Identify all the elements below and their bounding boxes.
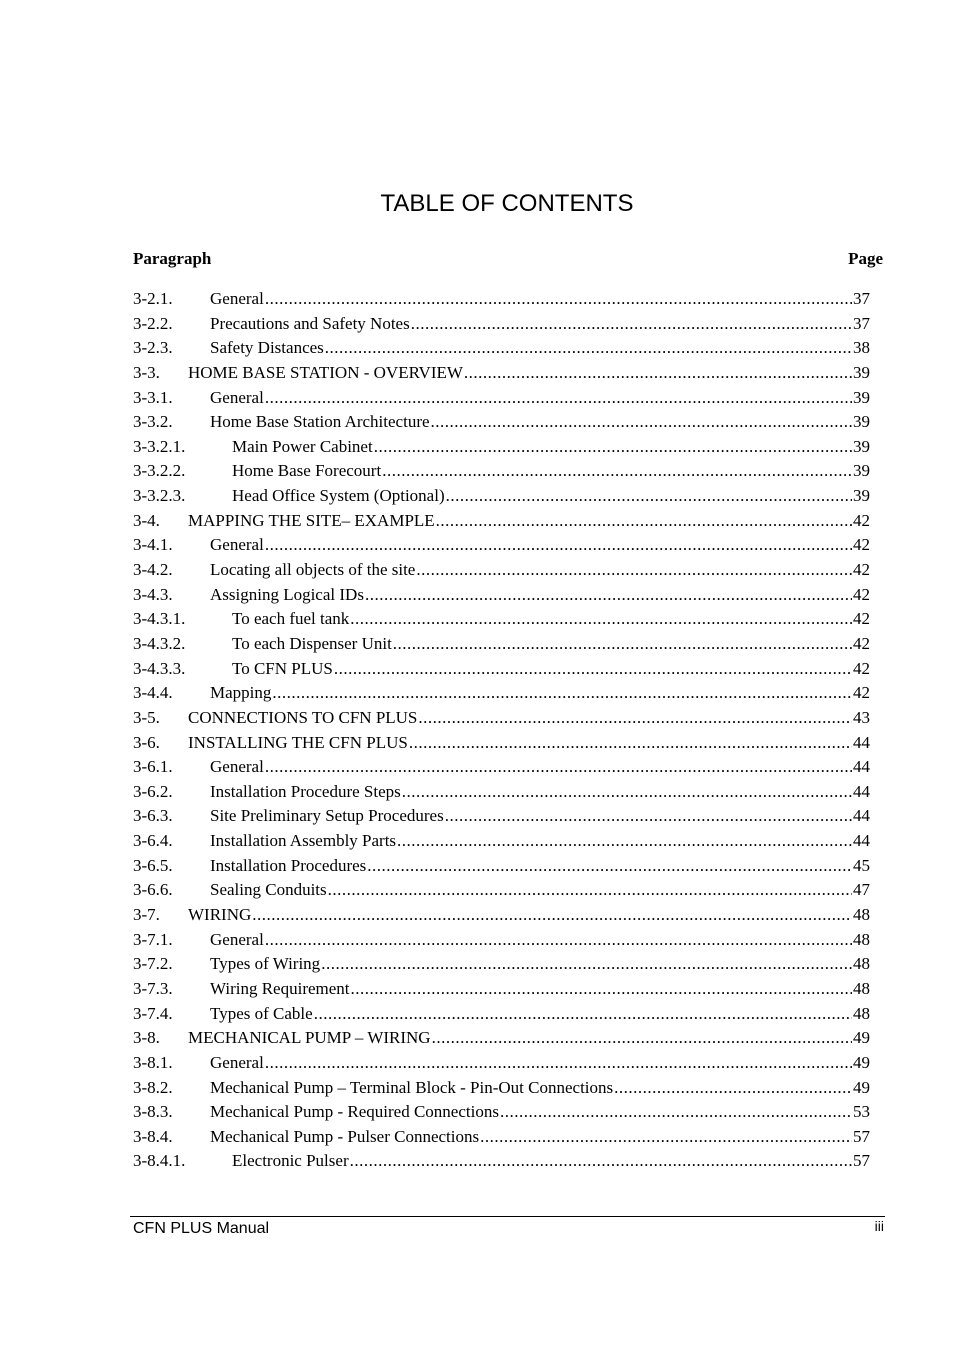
toc-list [133,287,870,1174]
toc-entry-number: 3-6.1. [133,757,173,777]
toc-dot-leader [265,928,852,953]
toc-entry-page: 57 [853,1151,870,1171]
toc-entry-number: 3-3.2.2. [133,461,186,481]
toc-entry-number: 3-6. [133,732,160,752]
page-column-header: Page [848,249,883,268]
toc-entry-body [210,681,870,706]
toc-dot-leader [328,878,852,903]
toc-entry-body [188,731,870,756]
toc-dot-leader [464,361,852,386]
toc-entry-body [188,1026,870,1051]
toc-entry-body [232,459,870,484]
toc-entry-page: 37 [853,313,870,333]
toc-entry-number: 3-3.2. [133,412,173,432]
toc-entry-number: 3-6.3. [133,806,173,826]
toc-dot-leader [445,804,852,829]
footer-manual-name: CFN PLUS Manual [133,1220,270,1237]
toc-entry[interactable] [133,1026,870,1051]
toc-dot-leader [325,336,852,361]
toc-entry-page: 39 [853,461,870,481]
toc-dot-leader [397,829,852,854]
toc-entry-label: INSTALLING THE CFN PLUS [188,732,408,752]
toc-entry-page: 57 [853,1126,870,1146]
toc-entry[interactable] [133,977,870,1002]
toc-dot-leader [334,657,852,682]
toc-dot-leader [374,435,852,460]
toc-entry-label: General [210,757,264,777]
toc-entry-number: 3-3. [133,362,160,382]
toc-entry-body [210,1125,870,1150]
toc-entry-number: 3-2.3. [133,338,173,358]
toc-dot-leader [265,533,852,558]
toc-entry-label: Home Base Forecourt [232,461,382,481]
toc-entry-label: HOME BASE STATION - OVERVIEW [188,362,463,382]
toc-dot-leader [321,952,852,977]
toc-entry-page: 37 [853,289,870,308]
toc-entry-label: Installation Procedure Steps [210,781,401,801]
toc-dot-leader [393,632,852,657]
toc-entry[interactable] [133,928,870,953]
toc-dot-leader [446,484,852,509]
toc-dot-leader [367,854,852,879]
toc-entry-number: 3-7. [133,905,160,925]
toc-entry-number: 3-4.3. [133,584,173,604]
toc-entry-label: Installation Procedures [210,855,367,875]
toc-entry-number: 3-4.4. [133,683,173,703]
toc-entry-body [210,410,870,435]
toc-entry[interactable] [133,903,870,928]
toc-entry[interactable] [133,484,870,509]
toc-entry-number: 3-4.3.3. [133,658,186,678]
toc-entry-label: Precautions and Safety Notes [210,313,410,333]
toc-entry-page: 39 [853,387,870,407]
toc-dot-leader [350,1149,852,1174]
toc-entry-body [210,928,870,953]
toc-dot-leader [265,755,852,780]
toc-entry-body [232,607,870,632]
toc-entry[interactable] [133,829,870,854]
toc-entry-page: 49 [853,1077,870,1097]
toc-entry-page: 44 [853,831,870,851]
toc-dot-leader [480,1125,852,1150]
toc-entry[interactable] [133,731,870,756]
toc-entry-body [210,558,870,583]
toc-entry[interactable] [133,632,870,657]
toc-dot-leader [252,903,852,928]
toc-entry-number: 3-8.4. [133,1126,173,1146]
toc-entry-body [210,336,870,361]
toc-entry-page: 42 [853,510,870,530]
toc-entry-label: Safety Distances [210,338,324,358]
toc-entry-page: 48 [853,929,870,949]
toc-entry-label: General [210,535,264,555]
toc-entry-number: 3-7.3. [133,978,173,998]
toc-dot-leader [265,1051,852,1076]
toc-entry-label: To each Dispenser Unit [232,633,392,653]
toc-entry[interactable] [133,1125,870,1150]
toc-entry[interactable] [133,804,870,829]
toc-entry-number: 3-6.4. [133,831,173,851]
toc-entry[interactable] [133,607,870,632]
toc-entry-page: 42 [853,609,870,629]
toc-entry-body [210,533,870,558]
toc-entry-page: 44 [853,732,870,752]
footer-divider [130,1216,885,1217]
toc-entry-label: Assigning Logical IDs [210,584,364,604]
toc-entry[interactable] [133,336,870,361]
toc-entry[interactable] [133,459,870,484]
toc-dot-leader [418,706,852,731]
toc-entry-page: 43 [853,707,870,727]
toc-entry-body [210,804,870,829]
toc-entry-page: 39 [853,436,870,456]
toc-entry[interactable] [133,878,870,903]
toc-entry-body [210,312,870,337]
toc-entry-page: 42 [853,633,870,653]
toc-entry[interactable] [133,435,870,460]
toc-entry-number: 3-5. [133,707,160,727]
toc-entry-label: Electronic Pulser [232,1151,349,1171]
toc-entry-label: Mapping [210,683,272,703]
toc-entry-body [210,1051,870,1076]
toc-entry-number: 3-6.6. [133,880,173,900]
toc-entry-label: General [210,929,264,949]
toc-entry[interactable] [133,410,870,435]
toc-entry-page: 49 [853,1052,870,1072]
toc-entry-body [188,509,870,534]
toc-dot-leader [265,287,852,312]
toc-entry[interactable] [133,1100,870,1125]
toc-entry-number: 3-3.1. [133,387,173,407]
toc-entry-label: To each fuel tank [232,609,350,629]
toc-entry-label: Sealing Conduits [210,880,327,900]
toc-entry-label: Wiring Requirement [210,978,350,998]
toc-entry-label: MECHANICAL PUMP – WIRING [188,1028,431,1048]
toc-entry-number: 3-3.2.1. [133,436,186,456]
toc-dot-leader [350,607,852,632]
toc-entry-body [210,952,870,977]
toc-entry-label: CONNECTIONS TO CFN PLUS [188,707,418,727]
toc-entry-label: Mechanical Pump - Required Connections [210,1102,499,1122]
toc-entry-number: 3-2.2. [133,313,173,333]
toc-entry-body [232,632,870,657]
toc-entry-number: 3-4.3.2. [133,633,186,653]
toc-entry[interactable] [133,361,870,386]
toc-entry-page: 45 [853,855,870,875]
toc-entry-number: 3-8.1. [133,1052,173,1072]
toc-entry-page: 38 [853,338,870,358]
toc-entry-body [188,706,870,731]
toc-entry-label: Mechanical Pump - Pulser Connections [210,1126,480,1146]
toc-entry[interactable] [133,1051,870,1076]
toc-entry-page: 47 [853,880,870,900]
page-title: TABLE OF CONTENTS [380,190,634,217]
toc-entry-page: 49 [853,1028,870,1048]
toc-entry-page: 42 [853,560,870,580]
toc-entry-page: 42 [853,683,870,703]
toc-entry-number: 3-4. [133,510,160,530]
toc-entry-label: Installation Assembly Parts [210,831,397,851]
toc-entry-number: 3-7.4. [133,1003,173,1023]
toc-entry-body [232,435,870,460]
toc-entry-body [188,903,870,928]
toc-entry-body [210,287,870,312]
toc-entry-number: 3-4.3.1. [133,609,186,629]
toc-entry[interactable] [133,287,870,312]
toc-dot-leader [500,1100,852,1125]
toc-entry-label: Mechanical Pump – Terminal Block - Pin-Out Connections [210,1077,614,1097]
toc-entry[interactable] [133,1076,870,1101]
toc-entry-body [232,1149,870,1174]
toc-entry-page: 48 [853,954,870,974]
toc-entry-page: 42 [853,584,870,604]
toc-entry-body [210,386,870,411]
toc-entry-body [210,755,870,780]
toc-dot-leader [314,1002,852,1027]
toc-entry-label: To CFN PLUS [232,658,333,678]
toc-entry-body [232,484,870,509]
toc-entry[interactable] [133,558,870,583]
toc-dot-leader [416,558,852,583]
toc-dot-leader [272,681,852,706]
toc-entry[interactable] [133,509,870,534]
toc-entry-number: 3-8.3. [133,1102,173,1122]
toc-entry-label: Types of Wiring [210,954,321,974]
toc-entry-body [210,829,870,854]
toc-entry-number: 3-8.2. [133,1077,173,1097]
toc-entry-number: 3-3.2.3. [133,486,186,506]
toc-entry-body [210,878,870,903]
toc-entry-body [210,1076,870,1101]
toc-entry-body [210,1100,870,1125]
toc-entry-page: 53 [853,1102,870,1122]
toc-entry-body [210,854,870,879]
paragraph-column-header: Paragraph [133,249,212,268]
toc-dot-leader [365,583,852,608]
toc-entry-page: 42 [853,658,870,678]
toc-entry-number: 3-8. [133,1028,160,1048]
toc-entry-number: 3-4.2. [133,560,173,580]
toc-entry-number: 3-7.2. [133,954,173,974]
toc-entry[interactable] [133,386,870,411]
toc-dot-leader [382,459,852,484]
toc-entry-body [210,780,870,805]
toc-entry-label: Main Power Cabinet [232,436,373,456]
toc-entry-page: 48 [853,1003,870,1023]
toc-entry-label: General [210,1052,264,1072]
toc-entry-body [232,657,870,682]
toc-entry-page: 44 [853,806,870,826]
toc-entry-label: WIRING [188,905,252,925]
toc-dot-leader [432,1026,852,1051]
toc-dot-leader [411,312,852,337]
toc-entry-page: 42 [853,535,870,555]
toc-dot-leader [431,410,852,435]
toc-entry-number: 3-6.2. [133,781,173,801]
toc-entry-body [210,977,870,1002]
toc-entry-label: MAPPING THE SITE– EXAMPLE [188,510,435,530]
toc-dot-leader [265,386,852,411]
toc-entry-page: 39 [853,362,870,382]
toc-entry-label: Types of Cable [210,1003,313,1023]
toc-entry-number: 3-8.4.1. [133,1151,186,1171]
toc-entry[interactable] [133,1002,870,1027]
toc-entry-label: Head Office System (Optional) [232,486,445,506]
toc-entry-number: 3-7.1. [133,929,173,949]
toc-entry-body [210,583,870,608]
toc-entry-page: 44 [853,757,870,777]
toc-entry-number: 3-2.1. [133,289,173,308]
toc-entry-number: 3-6.5. [133,855,173,875]
toc-entry-label: Home Base Station Architecture [210,412,430,432]
toc-entry[interactable] [133,312,870,337]
toc-dot-leader [351,977,852,1002]
toc-entry-label: Site Preliminary Setup Procedures [210,806,444,826]
toc-dot-leader [409,731,852,756]
toc-entry[interactable] [133,657,870,682]
toc-entry-page: 48 [853,905,870,925]
toc-entry-page: 44 [853,781,870,801]
toc-entry-body [188,361,870,386]
toc-entry[interactable] [133,854,870,879]
toc-dot-leader [436,509,852,534]
toc-entry-number: 3-4.1. [133,535,173,555]
toc-entry[interactable] [133,583,870,608]
toc-entry[interactable] [133,755,870,780]
toc-entry-body [210,1002,870,1027]
toc-entry[interactable] [133,681,870,706]
toc-entry[interactable] [133,706,870,731]
toc-entry-label: General [210,387,264,407]
toc-entry[interactable] [133,533,870,558]
toc-entry[interactable] [133,952,870,977]
toc-entry-page: 39 [853,486,870,506]
toc-entry-label: Locating all objects of the site [210,560,416,580]
toc-entry[interactable] [133,1149,870,1174]
toc-dot-leader [402,780,852,805]
toc-entry-page: 39 [853,412,870,432]
toc-entry[interactable] [133,780,870,805]
footer-page-number: iii [874,1218,884,1234]
toc-entry-page: 48 [853,978,870,998]
toc-entry-label: General [210,289,264,308]
toc-dot-leader [614,1076,852,1101]
